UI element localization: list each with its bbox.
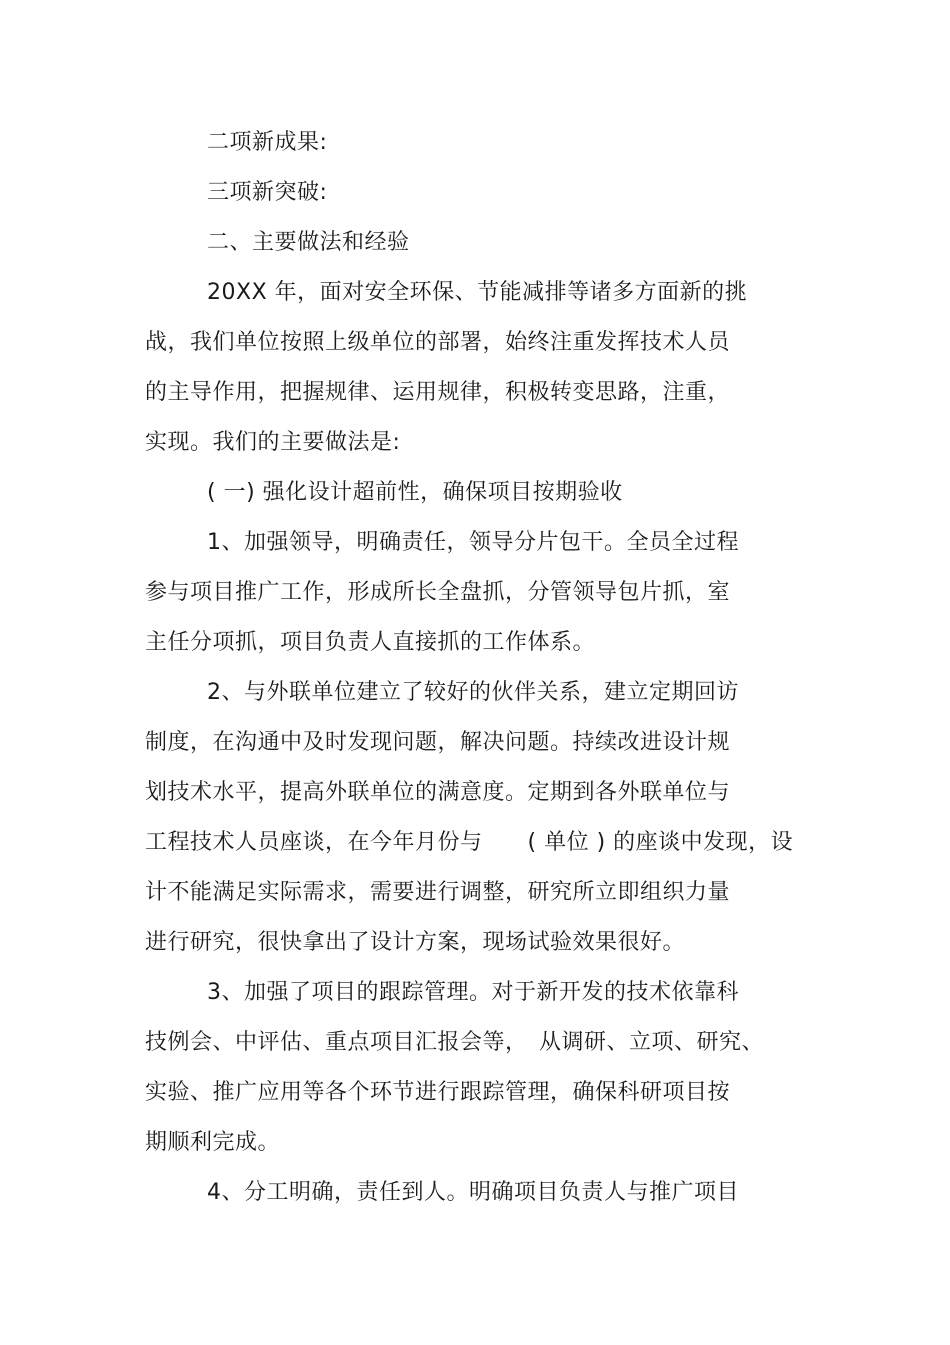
paragraph-line: 战，我们单位按照上级单位的部署，始终注重发挥技术人员 [145, 330, 731, 355]
paragraph-line: 技例会、中评估、重点项目汇报会等， 从调研、立项、研究、 [145, 1030, 765, 1055]
paragraph-line: 实验、推广应用等各个环节进行跟踪管理，确保科研项目按 [145, 1080, 731, 1105]
paragraph-line: 划技术水平，提高外联单位的满意度。定期到各外联单位与 [145, 780, 731, 805]
section-heading: 二、主要做法和经验 [207, 230, 410, 255]
paragraph-line: 计不能满足实际需求，需要进行调整，研究所立即组织力量 [145, 880, 731, 905]
line-breakthroughs: 三项新突破: [207, 180, 328, 205]
paragraph-line: 进行研究，很快拿出了设计方案，现场试验效果很好。 [145, 930, 686, 955]
paragraph-line: 的主导作用，把握规律、运用规律，积极转变思路，注重， [145, 380, 731, 405]
subsection-heading: ( 一) 强化设计超前性，确保项目按期验收 [207, 480, 623, 505]
paragraph-line: 期顺利完成。 [145, 1130, 281, 1155]
paragraph-line: 实现。我们的主要做法是: [145, 430, 401, 455]
paragraph-line: 20XX 年，面对安全环保、节能减排等诸多方面新的挑 [207, 280, 748, 305]
paragraph-line: 1、加强领导，明确责任，领导分片包干。全员全过程 [207, 530, 739, 555]
paragraph-line: 3、加强了项目的跟踪管理。对于新开发的技术依靠科 [207, 980, 739, 1005]
paragraph-line: 制度，在沟通中及时发现问题，解决问题。持续改进设计规 [145, 730, 731, 755]
line-achievements: 二项新成果: [207, 130, 328, 155]
paragraph-line: 主任分项抓，项目负责人直接抓的工作体系。 [145, 630, 596, 655]
paragraph-line: 参与项目推广工作，形成所长全盘抓，分管领导包片抓，室 [145, 580, 731, 605]
paragraph-line: 4、分工明确，责任到人。明确项目负责人与推广项目 [207, 1180, 739, 1205]
paragraph-line: 工程技术人员座谈，在今年月份与 ( 单位 ) 的座谈中发现，设 [145, 830, 794, 855]
paragraph-line: 2、与外联单位建立了较好的伙伴关系，建立定期回访 [207, 680, 739, 705]
